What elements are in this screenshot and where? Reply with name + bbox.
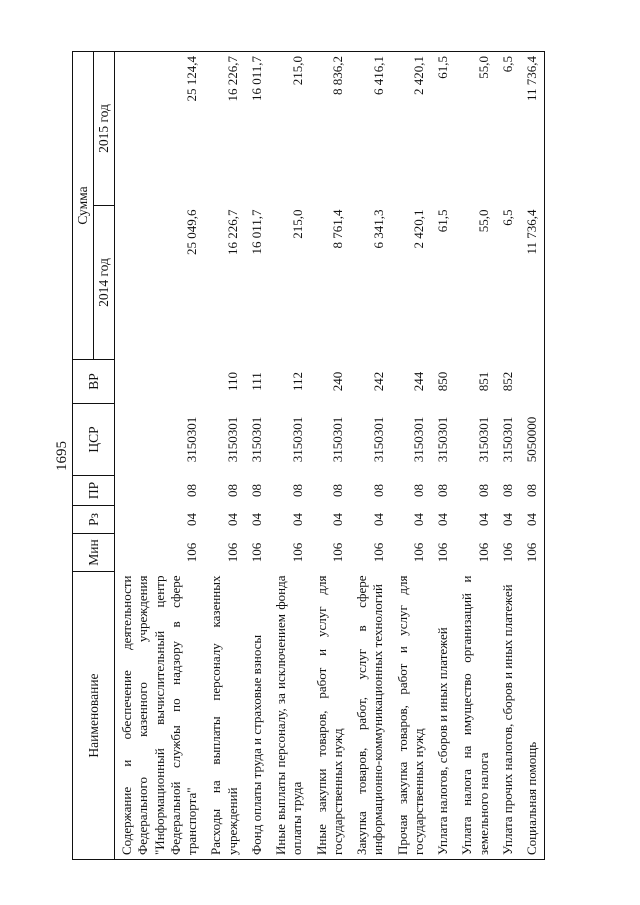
header-rz: Рз (73, 506, 115, 534)
page-number: 1695 (54, 441, 70, 471)
row-2015: 61,5 (431, 51, 455, 205)
row-2015: 215,0 (269, 51, 310, 205)
row-min: 106 (500, 542, 515, 563)
table-row (391, 51, 432, 859)
row-vr: 852 (500, 371, 515, 392)
row-2014: 55,0 (475, 209, 491, 233)
row-rz: 04 (184, 513, 200, 526)
row-min: 106 (520, 534, 545, 572)
header-csr: ЦСР (73, 404, 115, 476)
row-2014: 16 226,7 (224, 209, 240, 255)
header-2014: 2014 год (94, 206, 115, 360)
row-name: Закупка товаров, работ, услуг в сфере информационно-коммуникационных технологий (350, 572, 391, 860)
row-min: 106 (249, 542, 264, 563)
table-row (496, 51, 520, 859)
row-pr: 08 (289, 484, 305, 497)
row-min: 106 (289, 542, 305, 563)
row-2015: 16 226,7 (204, 51, 245, 205)
row-pr: 08 (224, 484, 240, 497)
row-2015: 6 416,1 (350, 51, 391, 205)
row-vr: 242 (370, 371, 386, 392)
table-row (520, 51, 545, 859)
row-csr: 3150301 (500, 416, 515, 463)
row-2015: 25 124,4 (115, 51, 205, 205)
row-vr: 851 (475, 371, 491, 392)
row-2015: 2 420,1 (391, 51, 432, 205)
row-name: Содержание и обеспечение деятельности Федерального казенного учреждения "Информационный вычислительный центр Федеральной службы по надзору в сфере транспорта" (115, 572, 205, 860)
row-2014: 6 341,3 (370, 209, 386, 249)
row-csr: 3150301 (224, 416, 240, 463)
row-2014: 25 049,6 (184, 209, 200, 255)
row-csr: 3150301 (370, 416, 386, 463)
row-rz: 04 (435, 513, 451, 526)
row-csr: 3150301 (330, 416, 345, 463)
table-row (269, 51, 310, 859)
row-rz: 04 (370, 513, 386, 526)
row-name: Уплата прочих налогов, сборов и иных платежей (496, 572, 520, 860)
row-2015: 6,5 (496, 51, 520, 205)
row-name: Иные выплаты персоналу, за исключением фонда оплаты труда (269, 572, 310, 860)
row-rz: 04 (224, 513, 240, 526)
row-2015: 55,0 (455, 51, 496, 205)
row-csr: 3150301 (184, 416, 200, 463)
row-min: 106 (411, 542, 426, 563)
row-pr: 08 (411, 484, 426, 497)
row-csr: 3150301 (435, 416, 451, 463)
row-rz: 04 (475, 513, 491, 526)
row-2014: 16 011,7 (249, 209, 264, 255)
row-pr: 08 (475, 484, 491, 497)
row-vr: 240 (330, 371, 345, 392)
row-name: Уплата налога на имущество организаций и земельного налога (455, 572, 496, 860)
row-vr: 112 (289, 371, 305, 392)
row-2014: 8 761,4 (330, 209, 345, 249)
table-row (455, 51, 496, 859)
row-csr: 3150301 (411, 416, 426, 463)
header-vr: ВР (73, 360, 115, 404)
row-2014: 11 736,4 (520, 206, 545, 360)
header-name: Наименование (73, 572, 115, 860)
row-name: Фонд оплаты труда и страховые взносы (245, 572, 269, 860)
row-vr: 110 (224, 371, 240, 392)
row-rz: 04 (520, 506, 545, 534)
row-2015: 11 736,4 (520, 51, 545, 205)
row-pr: 08 (184, 484, 200, 497)
row-min: 106 (435, 542, 451, 563)
row-name: Прочая закупка товаров, работ и услуг для государственных нужд (391, 572, 432, 860)
row-vr (520, 360, 545, 404)
row-name: Социальная помощь (520, 572, 545, 860)
row-vr: 850 (435, 371, 451, 392)
row-min: 106 (370, 542, 386, 563)
table-row (115, 51, 205, 859)
row-2015: 8 836,2 (310, 51, 351, 205)
row-vr: 111 (249, 372, 264, 391)
header-pr: ПР (73, 476, 115, 506)
table-row (431, 51, 455, 859)
row-pr: 08 (370, 484, 386, 497)
row-min: 106 (330, 542, 345, 563)
row-pr: 08 (520, 476, 545, 506)
row-rz: 04 (249, 513, 264, 526)
row-2015: 16 011,7 (245, 51, 269, 205)
table-row (245, 51, 269, 859)
row-pr: 08 (435, 484, 451, 497)
row-min: 106 (184, 542, 200, 563)
row-rz: 04 (500, 513, 515, 526)
row-pr: 08 (330, 484, 345, 497)
row-pr: 08 (249, 484, 264, 497)
row-name: Уплата налогов, сборов и иных платежей (431, 572, 455, 860)
row-2014: 61,5 (435, 209, 451, 233)
row-name: Иные закупки товаров, работ и услуг для государственных нужд (310, 572, 351, 860)
table-row (310, 51, 351, 859)
table-row (350, 51, 391, 859)
table-row (204, 51, 245, 859)
table-header (73, 51, 115, 859)
table-body (115, 51, 545, 859)
row-pr: 08 (500, 484, 515, 497)
row-csr: 3150301 (289, 416, 305, 463)
row-vr: 244 (411, 371, 426, 392)
row-min: 106 (475, 542, 491, 563)
row-rz: 04 (330, 513, 345, 526)
rotated-document-page (48, 38, 608, 878)
row-min: 106 (224, 542, 240, 563)
header-2015: 2015 год (94, 51, 115, 205)
row-vr (115, 360, 205, 404)
row-name: Расходы на выплаты персоналу казенных учреждений (204, 572, 245, 860)
row-csr: 3150301 (475, 416, 491, 463)
row-2014: 2 420,1 (411, 209, 426, 249)
row-csr: 5050000 (520, 404, 545, 476)
row-2014: 215,0 (289, 209, 305, 239)
row-rz: 04 (411, 513, 426, 526)
row-csr: 3150301 (249, 416, 264, 463)
row-rz: 04 (289, 513, 305, 526)
budget-table (72, 51, 545, 860)
row-2014: 6,5 (500, 209, 515, 226)
header-min: Мин (73, 534, 115, 572)
header-sum: Сумма (73, 51, 94, 359)
